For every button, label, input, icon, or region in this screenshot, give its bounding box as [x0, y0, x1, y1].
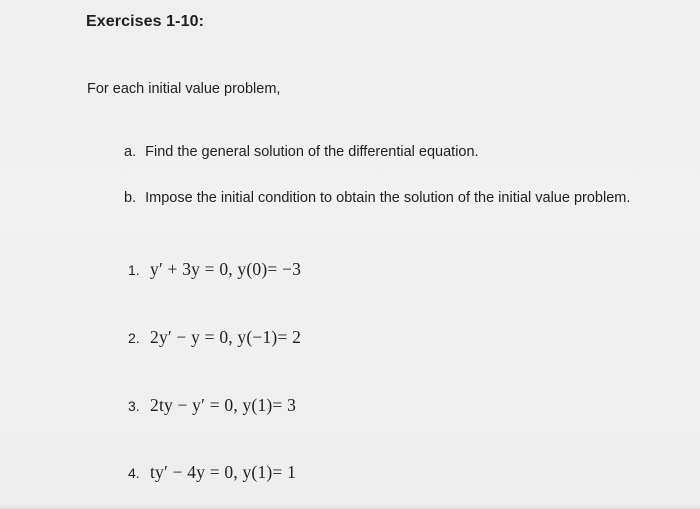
- problem-item-2: [128, 327, 301, 348]
- problem-item-4: [128, 462, 296, 483]
- page-bottom-edge: [0, 505, 700, 509]
- problem-equation: ty′ − 4y = 0, y(1)= 1: [150, 462, 297, 482]
- part-text: Impose the initial condition to obtain the solution of the initial value problem.: [145, 190, 631, 206]
- problem-item-3: [128, 395, 296, 416]
- problem-number: 3.: [128, 398, 140, 414]
- instruction-part-a: [124, 144, 479, 160]
- problem-equation: 2y′ − y = 0, y(−1)= 2: [150, 327, 302, 347]
- exercises-heading: Exercises 1-10:: [86, 13, 205, 30]
- part-marker: a.: [124, 144, 137, 160]
- problem-number: 2.: [128, 330, 140, 346]
- problem-number: 4.: [128, 465, 140, 481]
- problem-equation: 2ty − y′ = 0, y(1)= 3: [150, 395, 297, 415]
- intro-text: For each initial value problem,: [87, 81, 281, 97]
- problem-number: 1.: [128, 262, 140, 278]
- problem-item-1: [128, 259, 301, 280]
- instruction-part-b: [124, 190, 630, 206]
- part-marker: b.: [124, 190, 137, 206]
- problem-equation: y′ + 3y = 0, y(0)= −3: [150, 259, 302, 279]
- part-text: Find the general solution of the differential equation.: [145, 144, 479, 160]
